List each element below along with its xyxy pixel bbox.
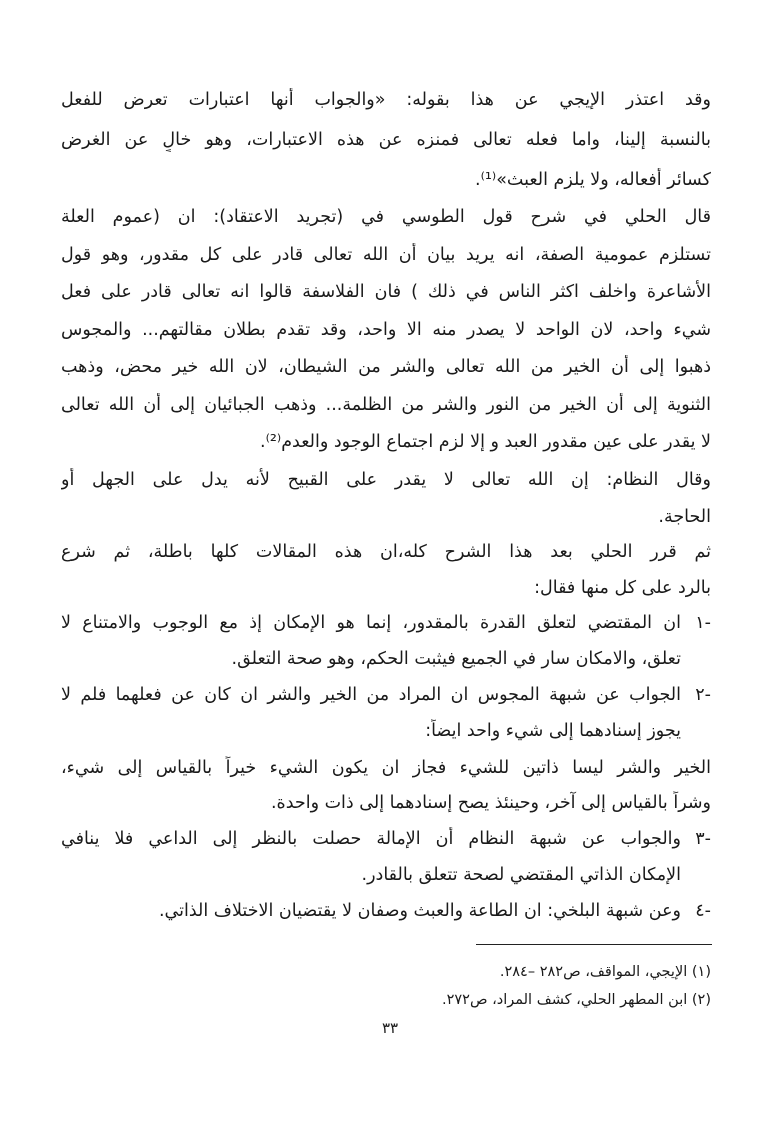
text-line: لا يقدر على عين مقدور العبد و إلا لزم اجتماع الوجود والعدم⁽²⁾. [260, 432, 711, 452]
text-line: ذهبوا إلى أن الخير من الله تعالى والشر من الشيطان، لان الله خير محض، وذهب [61, 357, 711, 377]
text-line: الخير والشر ليسا ذاتين للشيء فجاز ان يكون الشيء خيراً بالقياس إلى شيء، [61, 758, 711, 778]
text-line: وقال النظام: إن الله تعالى لا يقدر على القبيح لأنه يدل على الجهل أو [61, 470, 711, 490]
text-line: الثنوية إلى أن الخير من النور والشر من الظلمة... وذهب الجبائيان إلى أن الله تعالى [61, 395, 711, 415]
text-line: بالرد على كل منها فقال: [534, 578, 711, 598]
text-line: الأشاعرة واخلف اكثر الناس في ذلك ) فان الفلاسفة قالوا انه تعالى قادر على فعل [61, 282, 711, 302]
page-number: ٣٣ [381, 1019, 399, 1037]
list-item-line: الجواب عن شبهة المجوس ان المراد من الخير والشر ان كان عن فعلهما فلم لا [61, 685, 681, 705]
list-number: -٣ [695, 829, 711, 849]
text-line: شيء واحد، لان الواحد لا يصدر منه الا واحد، وقد تقدم بطلان مقالتهم... والمجوس [61, 320, 711, 340]
list-item-line: والجواب عن شبهة النظام أن الإمالة حصلت بالنظر إلى الداعي فلا ينافي [61, 829, 681, 849]
text-line: ثم قرر الحلي بعد هذا الشرح كله،ان هذه المقالات كلها باطلة، ثم شرع [61, 542, 711, 562]
text-line: الحاجة. [658, 507, 711, 527]
text-line: كسائر أفعاله، ولا يلزم العبث»⁽¹⁾. [475, 170, 711, 190]
list-item-line: الإمكان الذاتي المقتضي لصحة تتعلق بالقادر. [361, 865, 681, 885]
footnote: (٢) ابن المطهر الحلي، كشف المراد، ص٢٧٢. [441, 992, 711, 1008]
text-line: قال الحلي في شرح قول الطوسي في (تجريد الاعتقاد): ان (عموم العلة [61, 207, 711, 227]
footnote-separator [476, 944, 712, 945]
list-number: -٢ [695, 685, 711, 705]
text-line: وشراً بالقياس إلى آخر، وحينئذ يصح إسنادهما إلى ذات واحدة. [270, 793, 711, 813]
list-item-line: تعلق، والامكان سار في الجميع فيثبت الحكم، وهو صحة التعلق. [231, 649, 681, 669]
list-item-line: ان المقتضي لتعلق القدرة بالمقدور، إنما هو الإمكان إذ مع الوجوب والامتناع لا [61, 613, 681, 633]
list-item-line: وعن شبهة البلخي: ان الطاعة والعبث وصفان لا يقتضيان الاختلاف الذاتي. [158, 901, 681, 921]
list-number: -٤ [695, 901, 711, 921]
text-line: وقد اعتذر الإيجي عن هذا بقوله: «والجواب أنها اعتبارات تعرض للفعل [61, 90, 711, 110]
list-number: -١ [695, 613, 711, 633]
text-line: تستلزم عمومية الصفة، انه يريد بيان أن الله تعالى قادر على كل مقدور، وهو قول [61, 245, 711, 265]
footnote: (١) الإيجي، المواقف، ص٢٨٢ –٢٨٤. [499, 964, 711, 980]
text-line: بالنسبة إلينا، واما فعله تعالى فمنزه عن هذه الاعتبارات، وهو خالٍ عن الغرض [61, 130, 711, 150]
list-item-line: يجوز إسنادهما إلى شيء واحد ايضاً: [425, 721, 681, 741]
